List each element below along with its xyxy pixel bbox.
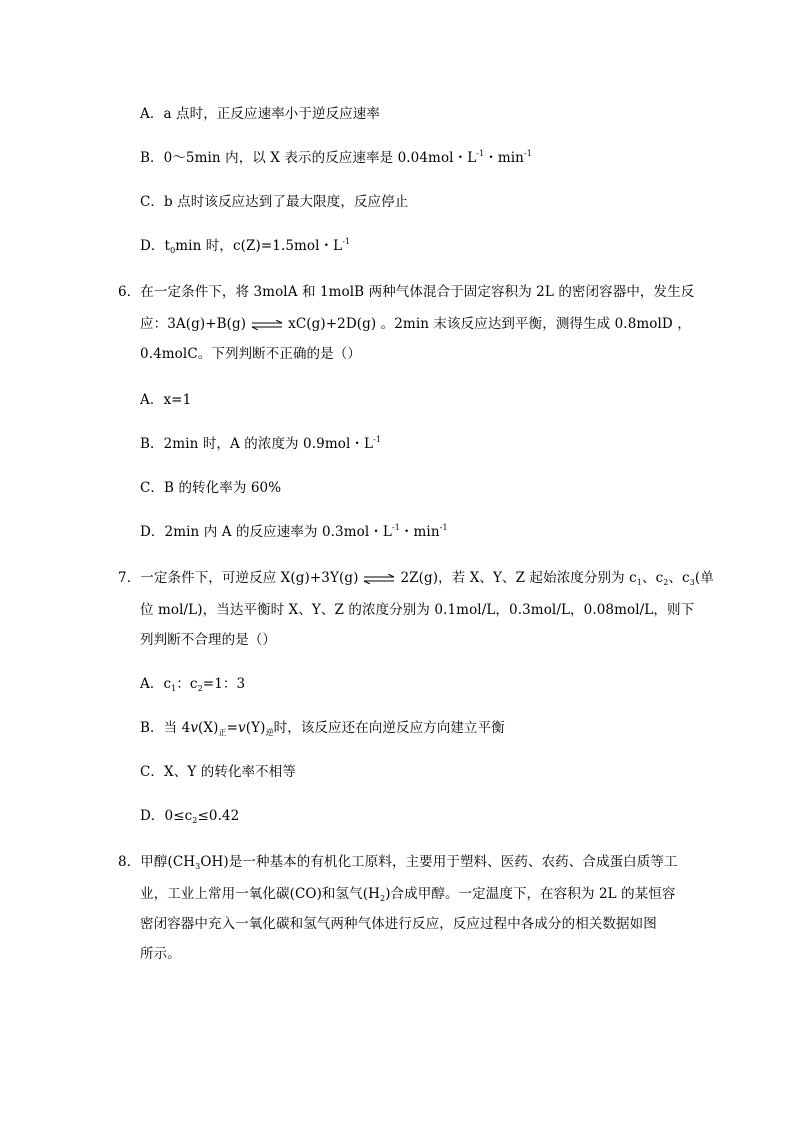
q6-reaction-right: xC(g)+2D(g) 。2min 末该反应达到平衡，测得生成 0.8molD ， bbox=[288, 316, 691, 332]
q5-option-b-text: B．0～5min 内，以 X 表示的反应速率是 0.04mol・L bbox=[140, 150, 477, 166]
q5-option-a-text: A．a 点时，正反应速率小于逆反应速率 bbox=[140, 106, 380, 122]
q8-stem-line4 bbox=[140, 944, 181, 964]
superscript: -1 bbox=[373, 435, 382, 444]
q6-option-a-text: A．x=1 bbox=[140, 392, 192, 408]
subscript: 3 bbox=[689, 578, 695, 587]
q7-stem-line1 bbox=[118, 568, 714, 588]
q6-stem-line1 bbox=[118, 282, 694, 302]
subscript: 1 bbox=[636, 578, 642, 587]
superscript: -1 bbox=[476, 149, 485, 158]
unit-text: ・min bbox=[484, 150, 524, 166]
q5-option-b bbox=[140, 148, 532, 168]
q7-option-b-text: (Y) bbox=[245, 720, 266, 736]
q5-option-c-text: C．b 点时该反应达到了最大限度，反应停止 bbox=[140, 194, 409, 210]
q7-text: 、c bbox=[641, 570, 664, 586]
q7-option-c bbox=[140, 762, 296, 782]
q7-option-c-text: C．X、Y 的转化率不相等 bbox=[140, 764, 296, 780]
q7-stem-line3 bbox=[140, 630, 276, 650]
q6-option-b bbox=[140, 434, 381, 454]
subscript: 2 bbox=[192, 816, 198, 825]
q8-stem-line2 bbox=[140, 884, 676, 904]
q7-text: 位 mol/L)，当达平衡时 X、Y、Z 的浓度分别为 0.1mol/L，0.3mol/L，0.08mol/L，则下 bbox=[140, 602, 695, 618]
superscript: -1 bbox=[439, 523, 448, 532]
equilibrium-arrow-icon bbox=[362, 574, 396, 584]
q5-option-d bbox=[140, 236, 350, 256]
q6-option-d bbox=[140, 522, 448, 542]
q8-text: 所示。 bbox=[140, 946, 181, 962]
subscript: 逆 bbox=[265, 728, 274, 737]
subscript: 1 bbox=[171, 684, 177, 693]
subscript: 2 bbox=[197, 684, 203, 693]
superscript: -1 bbox=[391, 523, 400, 532]
q7-option-a bbox=[140, 674, 245, 694]
q5-option-c bbox=[140, 192, 408, 212]
q6-stem-line2 bbox=[140, 314, 691, 334]
equilibrium-arrow-icon bbox=[250, 320, 284, 330]
q6-option-d-text: D．2min 内 A 的反应速率为 0.3mol・L bbox=[140, 524, 392, 540]
q5-option-d-rest: min 时，c(Z)=1.5mol・L bbox=[175, 238, 343, 254]
q7-option-b-text: (X) bbox=[198, 720, 219, 736]
q7-option-b-text: = bbox=[226, 720, 239, 736]
rate-symbol: v bbox=[238, 720, 246, 736]
q6-reaction-left: 应：3A(g)+B(g) bbox=[140, 316, 247, 332]
subscript: 2 bbox=[663, 578, 669, 587]
q8-text: )合成甲醇。一定温度下，在容积为 2L 的某恒容 bbox=[385, 886, 676, 902]
unit-text: ・min bbox=[399, 524, 440, 540]
subscript: 2 bbox=[379, 894, 386, 903]
q7-option-b-text: 时，该反应还在向逆反应方向建立平衡 bbox=[273, 720, 505, 736]
q6-option-c-text: C．B 的转化率为 60% bbox=[140, 480, 282, 496]
q7-text: 、c bbox=[668, 570, 690, 586]
q7-option-d-text: ≤0.42 bbox=[197, 808, 240, 824]
q7-stem-line2 bbox=[140, 600, 694, 620]
q8-stem-line3 bbox=[140, 914, 657, 934]
q6-option-a bbox=[140, 390, 191, 410]
q6-text: 0.4molC。下列判断不正确的是（） bbox=[140, 346, 361, 362]
q7-text: 2Z(g)，若 X、Y、Z 起始浓度分别为 c bbox=[400, 570, 637, 586]
q8-text: 业，工业上常用一氧化碳(CO)和氢气(H bbox=[140, 886, 380, 902]
subscript: 正 bbox=[218, 728, 227, 737]
q7-option-a-text: =1：3 bbox=[202, 676, 246, 692]
superscript: -1 bbox=[342, 237, 351, 246]
q8-text: 密闭容器中充入一氧化碳和氢气两种气体进行反应，反应过程中各成分的相关数据如图 bbox=[140, 916, 657, 932]
q7-option-a-text: ：c bbox=[176, 676, 198, 692]
superscript: -1 bbox=[523, 149, 532, 158]
q7-option-d bbox=[140, 806, 239, 826]
q8-text: OH)是一种基本的有机化工原料，主要用于塑料、医药、农药、合成蛋白质等工 bbox=[200, 854, 678, 870]
q6-option-b-text: B．2min 时，A 的浓度为 0.9mol・L bbox=[140, 436, 374, 452]
q5-option-d-text: D．t bbox=[140, 238, 171, 254]
q7-option-b bbox=[140, 718, 505, 738]
q7-text: 列判断不合理的是（） bbox=[140, 632, 276, 648]
rate-symbol: v bbox=[190, 720, 199, 736]
q7-option-d-text: D．0≤c bbox=[140, 808, 193, 824]
q7-reaction-left: 7．一定条件下，可逆反应 X(g)+3Y(g) bbox=[118, 570, 359, 586]
subscript: 3 bbox=[195, 862, 201, 871]
subscript: 0 bbox=[170, 246, 176, 255]
q6-option-c bbox=[140, 478, 281, 498]
q7-text: (单 bbox=[694, 570, 714, 586]
q7-option-a-text: A．c bbox=[140, 676, 172, 692]
q8-text: 8．甲醇(CH bbox=[118, 854, 196, 870]
q6-stem-line3 bbox=[140, 344, 361, 364]
q7-option-b-text: B．当 4 bbox=[140, 720, 191, 736]
q6-text: 6．在一定条件下，将 3molA 和 1molB 两种气体混合于固定容积为 2L 的密闭容器中，发生反 bbox=[118, 284, 695, 300]
q8-stem-line1 bbox=[118, 852, 678, 872]
q5-option-a bbox=[140, 104, 380, 124]
